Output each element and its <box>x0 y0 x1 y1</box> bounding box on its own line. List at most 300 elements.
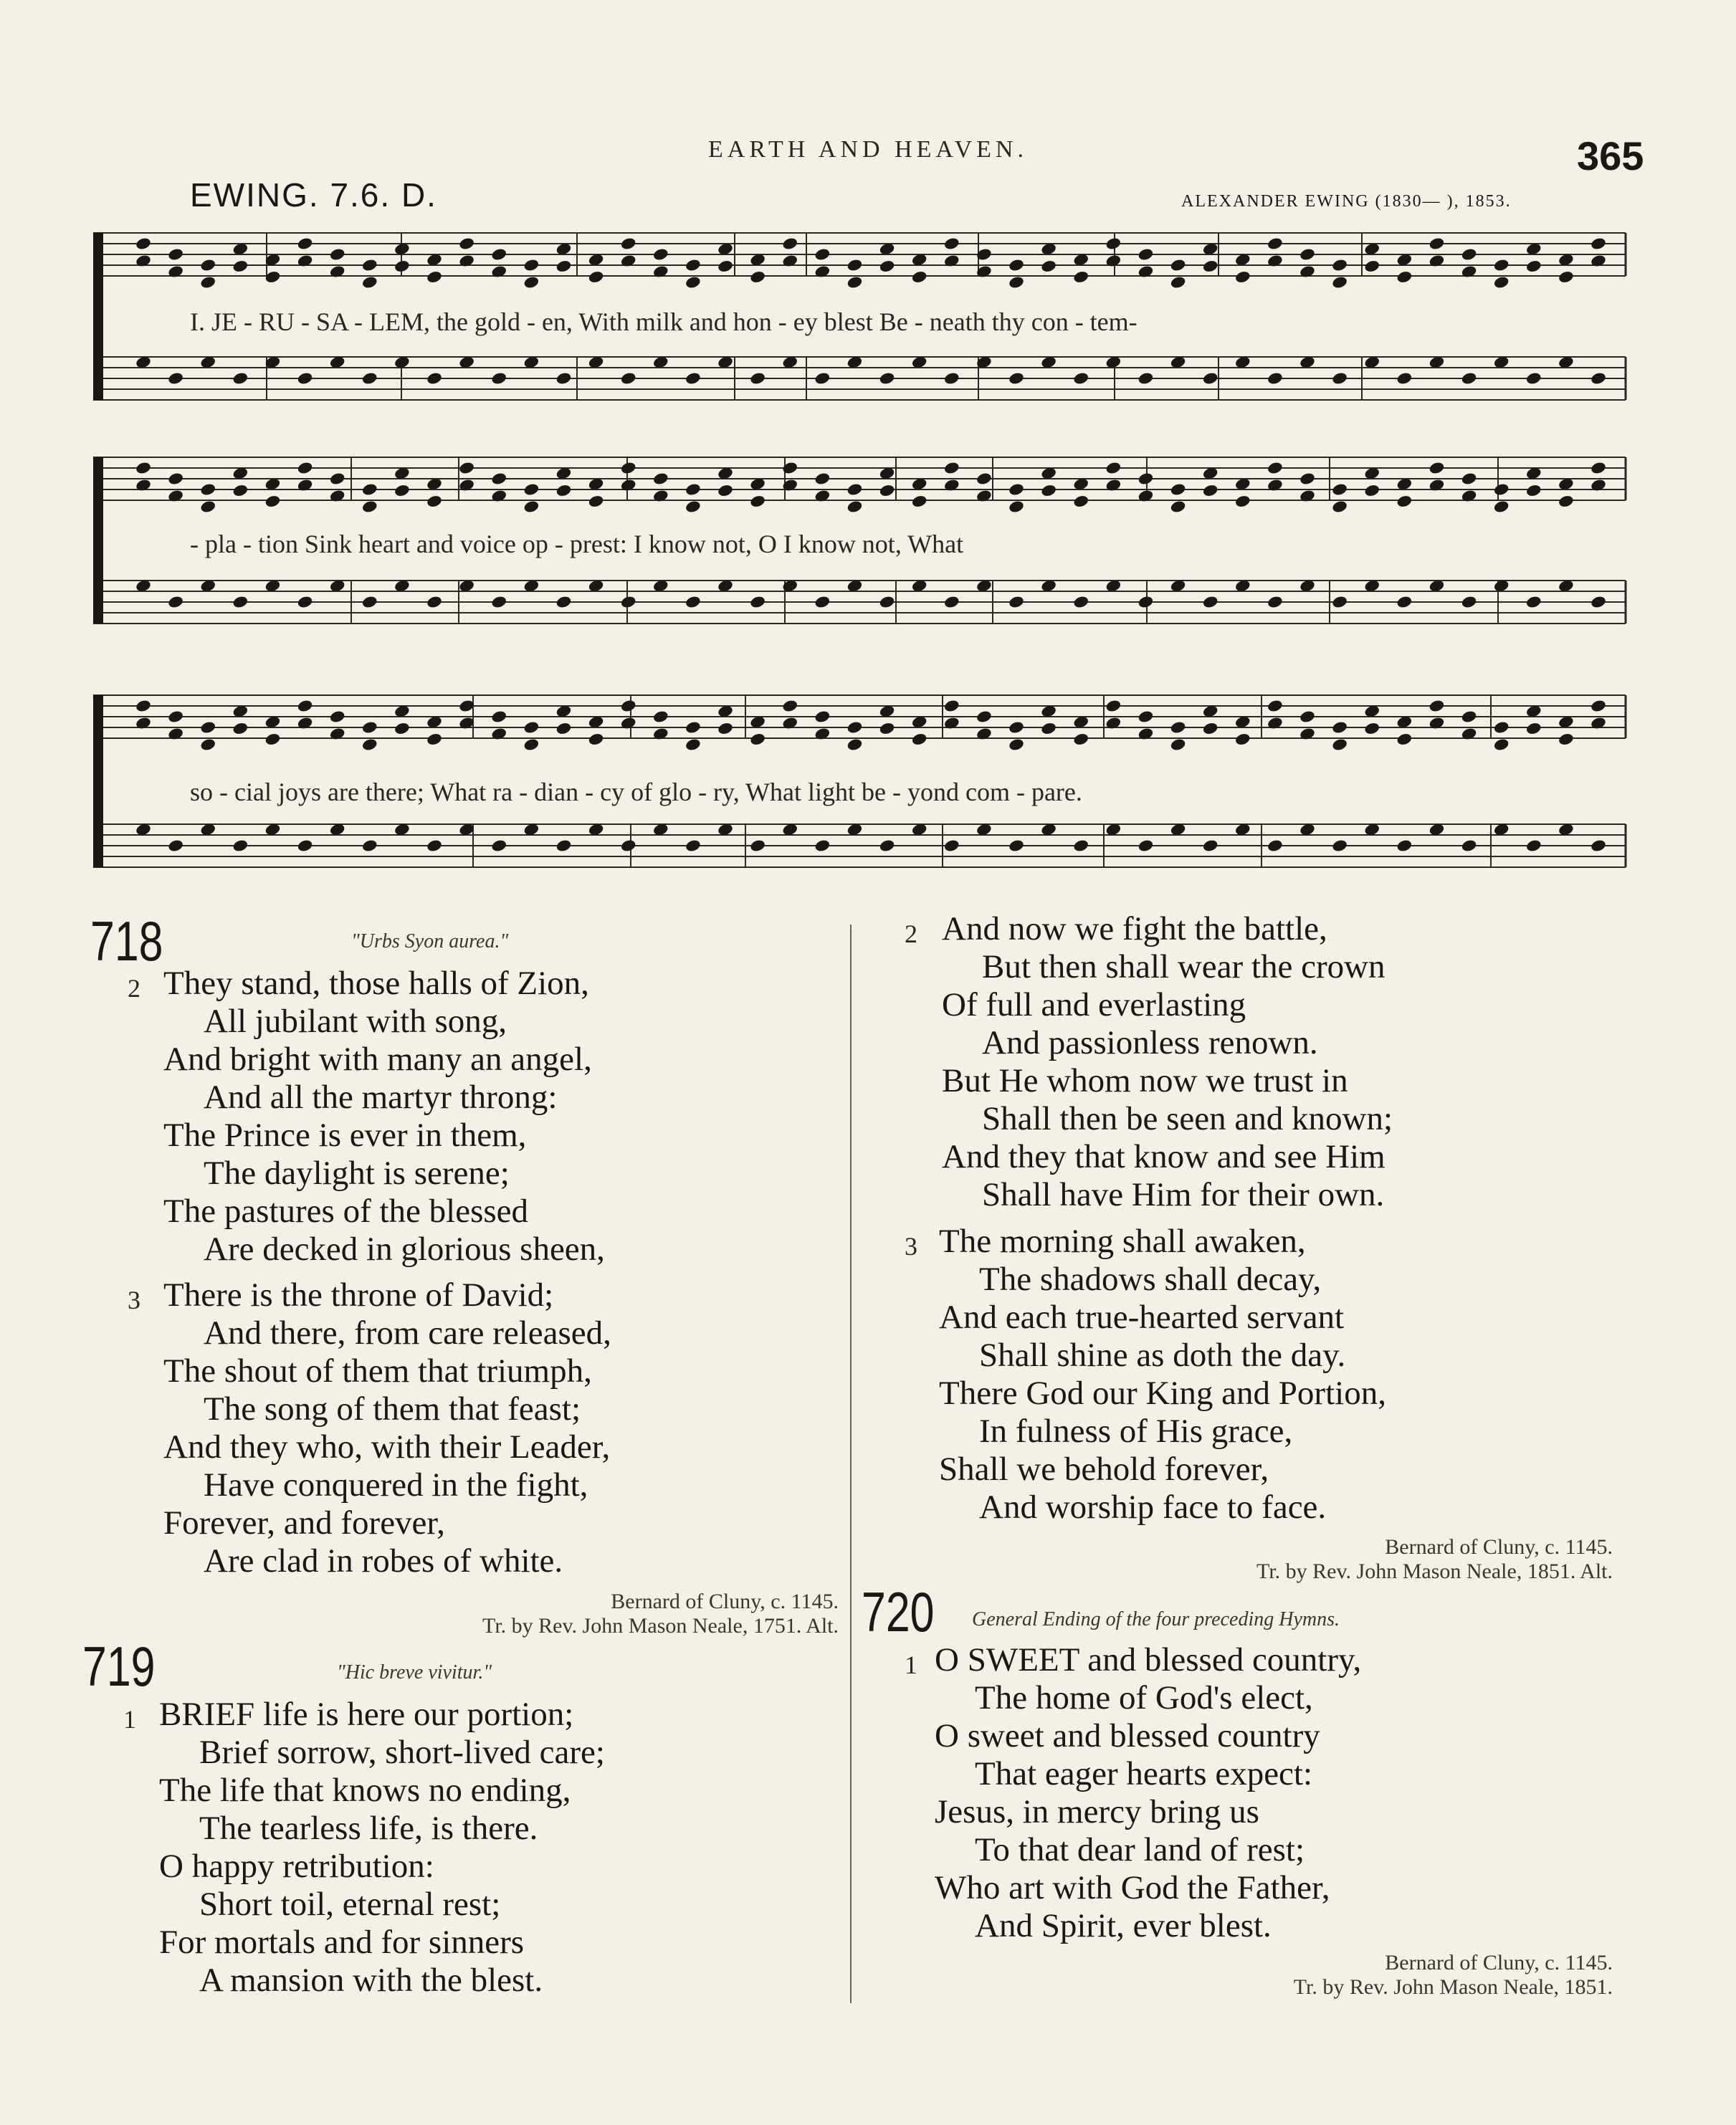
note-head <box>1525 595 1542 609</box>
note-head <box>1590 237 1607 251</box>
note-head <box>1267 595 1284 609</box>
note-head <box>361 482 378 497</box>
note-head <box>814 595 831 609</box>
note-head <box>685 500 702 514</box>
note-head <box>620 595 637 609</box>
attribution-line: Bernard of Cluny, c. 1145. <box>1385 1951 1613 1974</box>
note-head <box>685 482 702 497</box>
composer-credit: ALEXANDER EWING (1830— ), 1853. <box>1181 192 1512 211</box>
verse-line: And each true-hearted servant <box>939 1299 1345 1336</box>
hymn-title-718: "Urbs Syon aurea." <box>351 930 509 952</box>
attribution-line: Bernard of Cluny, c. 1145. <box>1385 1535 1613 1559</box>
note-head <box>717 722 734 736</box>
note-head <box>1461 371 1478 386</box>
note-head <box>1590 595 1607 609</box>
note-head <box>135 237 152 251</box>
note-head <box>1008 737 1025 752</box>
note-head <box>1202 371 1219 386</box>
verse-line: Shall shine as doth the day. <box>979 1337 1346 1374</box>
note-head <box>232 722 249 736</box>
note-head <box>814 839 831 853</box>
note-head <box>1138 595 1155 609</box>
note-head <box>814 247 831 262</box>
attribution-line: Tr. by Rev. John Mason Neale, 1751. Alt. <box>482 1614 839 1638</box>
stanza-719-1 <box>159 1696 605 2000</box>
note-head <box>1590 839 1607 853</box>
note-head <box>879 371 896 386</box>
verse-line: And Spirit, ever blest. <box>975 1907 1272 1944</box>
music-lyric-line-1: I. JE - RU - SA - LEM, the gold - en, With milk and hon - ey blest Be - neath thy con - tem- <box>190 307 1138 336</box>
note-head <box>394 484 411 498</box>
verse-line: The tearless life, is there. <box>199 1810 538 1847</box>
note-head <box>911 270 928 285</box>
verse-line: And worship face to face. <box>979 1489 1327 1526</box>
note-head <box>555 259 573 274</box>
note-head <box>1008 371 1025 386</box>
note-head <box>361 371 378 386</box>
note-head <box>1493 500 1510 514</box>
verse-line: And they that know and see Him <box>942 1138 1386 1175</box>
stanza-720-1 <box>935 1641 1361 1945</box>
verse-line: That eager hearts expect: <box>975 1755 1313 1792</box>
note-head <box>1170 258 1187 272</box>
note-head <box>588 495 605 509</box>
note-head <box>911 732 928 747</box>
note-head <box>1331 371 1348 386</box>
note-head <box>1170 500 1187 514</box>
note-head <box>1396 270 1413 285</box>
note-head <box>943 699 960 713</box>
note-head <box>717 484 734 498</box>
verse-line: And there, from care released, <box>204 1314 611 1352</box>
note-head <box>1202 722 1219 736</box>
note-head <box>846 482 864 497</box>
note-head <box>361 275 378 290</box>
tune-name: EWING. 7.6. D. <box>190 176 437 214</box>
attribution-line: Tr. by Rev. John Mason Neale, 1851. <box>1293 1975 1613 1999</box>
note-head <box>167 710 184 724</box>
note-head <box>846 258 864 272</box>
hymn-number-720: 720 <box>862 1580 935 1643</box>
note-head <box>814 710 831 724</box>
note-head <box>1072 732 1089 747</box>
verse-line: They stand, those halls of Zion, <box>163 965 589 1002</box>
note-head <box>490 710 507 724</box>
note-head <box>1234 270 1251 285</box>
note-head <box>685 595 702 609</box>
note-head <box>652 710 669 724</box>
note-head <box>1170 737 1187 752</box>
note-head <box>329 247 346 262</box>
note-head <box>1525 839 1542 853</box>
note-head <box>1072 595 1089 609</box>
note-head <box>1461 595 1478 609</box>
attribution-line: Bernard of Cluny, c. 1145. <box>611 1590 839 1613</box>
note-head <box>523 737 540 752</box>
note-head <box>943 595 960 609</box>
note-head <box>1525 484 1542 498</box>
note-head <box>232 484 249 498</box>
note-head <box>135 461 152 475</box>
note-head <box>1525 722 1542 736</box>
note-head <box>490 472 507 486</box>
verse-line: And bright with many an angel, <box>163 1041 592 1078</box>
note-head <box>1040 484 1057 498</box>
note-head <box>1234 732 1251 747</box>
note-head <box>749 595 766 609</box>
verse-line: The pastures of the blessed <box>163 1193 529 1230</box>
note-head <box>1363 484 1380 498</box>
music-score <box>0 0 1736 910</box>
note-head <box>1429 461 1446 475</box>
note-head <box>167 839 184 853</box>
note-head <box>943 237 960 251</box>
note-head <box>1040 259 1057 274</box>
note-head <box>1429 237 1446 251</box>
note-head <box>1072 371 1089 386</box>
note-head <box>232 839 249 853</box>
note-head <box>1008 500 1025 514</box>
verse-line: The song of them that feast; <box>204 1390 581 1428</box>
note-head <box>1493 720 1510 735</box>
note-head <box>426 495 443 509</box>
note-head <box>685 720 702 735</box>
note-head <box>264 495 282 509</box>
verse-line: The Prince is ever in them, <box>163 1117 527 1154</box>
note-head <box>749 839 766 853</box>
note-head <box>1138 839 1155 853</box>
verse-line: Brief sorrow, short-lived care; <box>199 1734 605 1771</box>
note-head <box>426 732 443 747</box>
note-head <box>1558 495 1575 509</box>
note-head <box>620 371 637 386</box>
hymn-title-719: "Hic breve vivitur." <box>337 1661 492 1684</box>
attribution-720 <box>1003 1951 1613 2000</box>
note-head <box>749 732 766 747</box>
note-head <box>781 237 798 251</box>
note-head <box>1138 247 1155 262</box>
note-head <box>1072 270 1089 285</box>
note-head <box>490 247 507 262</box>
note-head <box>1138 710 1155 724</box>
note-head <box>361 839 378 853</box>
verse-line: There God our King and Portion, <box>939 1375 1386 1412</box>
note-head <box>167 595 184 609</box>
note-head <box>1525 371 1542 386</box>
note-head <box>1105 237 1122 251</box>
note-head <box>685 839 702 853</box>
verse-line: The shout of them that triumph, <box>163 1352 592 1390</box>
running-head: EARTH AND HEAVEN. <box>708 136 1028 163</box>
note-head <box>297 699 314 713</box>
stanza-number: 3 <box>128 1286 140 1314</box>
note-head <box>749 270 766 285</box>
note-head <box>1461 839 1478 853</box>
note-head <box>458 237 475 251</box>
verse-line: But then shall wear the crown <box>982 948 1386 985</box>
note-head <box>588 732 605 747</box>
note-head <box>1558 732 1575 747</box>
note-head <box>232 595 249 609</box>
note-head <box>943 461 960 475</box>
note-head <box>329 710 346 724</box>
note-head <box>749 371 766 386</box>
hymn-number-718: 718 <box>90 909 163 973</box>
note-head <box>1558 270 1575 285</box>
verse-line: A mansion with the blest. <box>199 1962 543 1999</box>
verse-line: Who art with God the Father, <box>935 1869 1330 1906</box>
note-head <box>232 371 249 386</box>
note-head <box>1008 482 1025 497</box>
note-head <box>297 461 314 475</box>
note-head <box>1590 461 1607 475</box>
note-head <box>1170 720 1187 735</box>
note-head <box>620 237 637 251</box>
note-head <box>1008 595 1025 609</box>
note-head <box>1072 839 1089 853</box>
verse-line: And passionless renown. <box>982 1024 1318 1061</box>
note-head <box>976 472 993 486</box>
note-head <box>1072 495 1089 509</box>
verse-line: Of full and everlasting <box>942 986 1246 1023</box>
note-head <box>1461 710 1478 724</box>
verse-line: The daylight is serene; <box>204 1155 510 1192</box>
note-head <box>1267 839 1284 853</box>
note-head <box>523 275 540 290</box>
note-head <box>943 371 960 386</box>
note-head <box>879 595 896 609</box>
note-head <box>879 484 896 498</box>
note-head <box>1105 461 1122 475</box>
note-head <box>1396 732 1413 747</box>
note-head <box>1008 258 1025 272</box>
note-head <box>1267 461 1284 475</box>
note-head <box>846 275 864 290</box>
note-head <box>1267 237 1284 251</box>
verse-line: And they who, with their Leader, <box>163 1428 611 1466</box>
verse-line: And all the martyr throng: <box>204 1079 558 1116</box>
note-head <box>426 839 443 853</box>
note-head <box>1008 839 1025 853</box>
verse-line: All jubilant with song, <box>204 1003 507 1040</box>
note-head <box>1363 259 1380 274</box>
note-head <box>199 275 216 290</box>
note-head <box>199 720 216 735</box>
note-head <box>490 839 507 853</box>
note-head <box>297 595 314 609</box>
stanza-number: 2 <box>128 974 140 1003</box>
note-head <box>1493 258 1510 272</box>
note-head <box>685 737 702 752</box>
note-head <box>394 722 411 736</box>
note-head <box>361 500 378 514</box>
note-head <box>329 472 346 486</box>
note-head <box>1202 484 1219 498</box>
note-head <box>814 472 831 486</box>
note-head <box>199 500 216 514</box>
verse-line: Are clad in robes of white. <box>204 1542 563 1580</box>
note-head <box>620 461 637 475</box>
stanza-number: 1 <box>905 1651 917 1679</box>
verse-line: O happy retribution: <box>159 1848 434 1885</box>
note-head <box>555 371 573 386</box>
note-head <box>297 237 314 251</box>
note-head <box>1234 495 1251 509</box>
note-head <box>297 371 314 386</box>
note-head <box>1170 482 1187 497</box>
stanza-number: 1 <box>123 1705 136 1734</box>
music-lyric-line-3: so - cial joys are there; What ra - dian - cy of glo - ry, What light be - yond com - pare. <box>190 778 1082 806</box>
note-head <box>846 737 864 752</box>
note-head <box>167 247 184 262</box>
note-head <box>1202 839 1219 853</box>
note-head <box>1461 472 1478 486</box>
note-head <box>199 737 216 752</box>
verse-line: There is the throne of David; <box>163 1276 554 1314</box>
page-number: 365 <box>1577 133 1644 178</box>
note-head <box>1429 699 1446 713</box>
note-head <box>1202 259 1219 274</box>
verse-line: The life that knows no ending, <box>159 1772 571 1809</box>
system-brace <box>93 695 103 867</box>
note-head <box>1331 258 1348 272</box>
note-head <box>1299 247 1316 262</box>
note-head <box>879 259 896 274</box>
attribution-line: Tr. by Rev. John Mason Neale, 1851. Alt. <box>1256 1560 1613 1583</box>
system-brace <box>93 233 103 400</box>
note-head <box>1040 722 1057 736</box>
note-head <box>361 720 378 735</box>
note-head <box>555 839 573 853</box>
note-head <box>394 259 411 274</box>
note-head <box>1331 500 1348 514</box>
note-head <box>523 500 540 514</box>
note-head <box>685 371 702 386</box>
note-head <box>1331 482 1348 497</box>
hymn-number-719: 719 <box>82 1635 156 1698</box>
note-head <box>426 270 443 285</box>
note-head <box>458 461 475 475</box>
note-head <box>685 258 702 272</box>
note-head <box>490 595 507 609</box>
note-head <box>1396 371 1413 386</box>
verse-line: For mortals and for sinners <box>159 1924 525 1961</box>
verse-line: Shall have Him for their own. <box>982 1176 1385 1213</box>
system-brace <box>93 457 103 624</box>
music-lyric-line-2: - pla - tion Sink heart and voice op - prest: I know not, O I know not, What <box>190 530 964 558</box>
note-head <box>976 710 993 724</box>
note-head <box>523 258 540 272</box>
note-head <box>1396 839 1413 853</box>
note-head <box>1493 482 1510 497</box>
note-head <box>555 722 573 736</box>
note-head <box>620 839 637 853</box>
note-head <box>1008 275 1025 290</box>
note-head <box>1138 371 1155 386</box>
note-head <box>1202 595 1219 609</box>
hymn-title-720: General Ending of the four preceding Hymns. <box>972 1608 1340 1630</box>
note-head <box>1170 275 1187 290</box>
verse-line: To that dear land of rest; <box>975 1831 1305 1868</box>
note-head <box>167 371 184 386</box>
note-head <box>426 595 443 609</box>
note-head <box>1461 247 1478 262</box>
note-head <box>685 275 702 290</box>
note-head <box>232 259 249 274</box>
stanza-719-2 <box>942 910 1393 1214</box>
verse-line: Have conquered in the fight, <box>204 1466 588 1504</box>
verse-line: In fulness of His grace, <box>979 1413 1293 1450</box>
stanza-718-3 <box>163 1276 611 1580</box>
note-head <box>361 258 378 272</box>
note-head <box>1331 839 1348 853</box>
note-head <box>361 595 378 609</box>
note-head <box>588 270 605 285</box>
verse-line: Jesus, in mercy bring us <box>935 1793 1259 1830</box>
note-head <box>652 247 669 262</box>
note-head <box>1008 720 1025 735</box>
note-head <box>199 482 216 497</box>
note-head <box>199 258 216 272</box>
verse-line: Short toil, eternal rest; <box>199 1886 501 1923</box>
verse-line: And now we fight the battle, <box>942 910 1327 947</box>
note-head <box>1331 595 1348 609</box>
note-head <box>490 371 507 386</box>
verse-line: The home of God's elect, <box>975 1679 1313 1716</box>
note-head <box>717 259 734 274</box>
note-head <box>879 722 896 736</box>
note-head <box>264 732 282 747</box>
verse-line: Forever, and forever, <box>163 1504 445 1542</box>
note-head <box>1299 472 1316 486</box>
attribution-719 <box>1003 1535 1613 1584</box>
note-head <box>1331 720 1348 735</box>
column-divider <box>850 925 852 2003</box>
note-head <box>911 495 928 509</box>
note-head <box>1396 595 1413 609</box>
stanza-719-3 <box>939 1223 1386 1527</box>
note-head <box>523 720 540 735</box>
note-head <box>1299 710 1316 724</box>
note-head <box>1331 737 1348 752</box>
note-head <box>1105 699 1122 713</box>
verse-line: The morning shall awaken, <box>939 1223 1306 1260</box>
stanza-number: 3 <box>905 1232 917 1261</box>
stanza-718-2 <box>163 965 605 1269</box>
note-head <box>523 482 540 497</box>
note-head <box>1267 699 1284 713</box>
note-head <box>652 472 669 486</box>
note-head <box>555 484 573 498</box>
note-head <box>1525 259 1542 274</box>
note-head <box>1396 495 1413 509</box>
verse-line: O SWEET and blessed country, <box>935 1641 1362 1678</box>
note-head <box>1590 699 1607 713</box>
verse-line: O sweet and blessed country <box>935 1717 1320 1754</box>
verse-line: Shall we behold forever, <box>939 1451 1269 1488</box>
note-head <box>781 699 798 713</box>
note-head <box>749 495 766 509</box>
note-head <box>1331 275 1348 290</box>
note-head <box>846 720 864 735</box>
note-head <box>361 737 378 752</box>
note-head <box>135 699 152 713</box>
note-head <box>814 371 831 386</box>
note-head <box>781 461 798 475</box>
note-head <box>620 699 637 713</box>
verse-line: Are decked in glorious sheen, <box>204 1231 605 1268</box>
note-head <box>167 472 184 486</box>
